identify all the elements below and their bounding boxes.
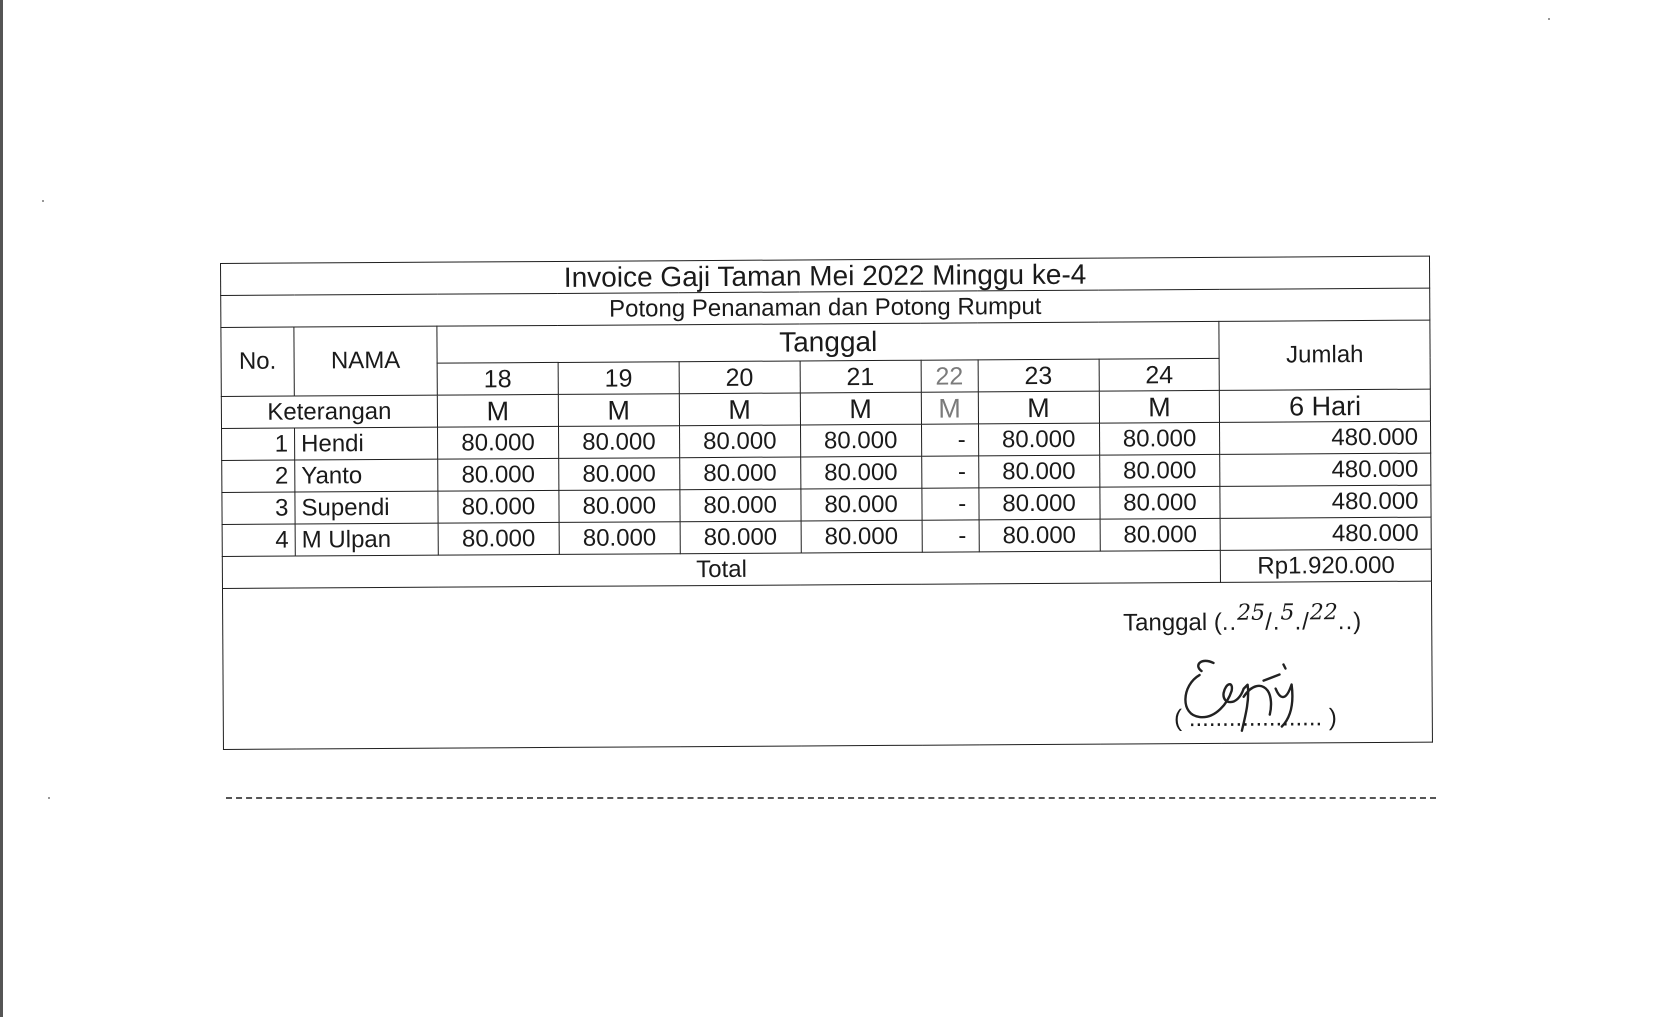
header-no: No. <box>221 327 294 396</box>
row-value: - <box>921 424 978 456</box>
signature-area <box>222 581 1432 749</box>
row-value: 80.000 <box>801 488 922 521</box>
keterangan-cell: M <box>921 392 978 424</box>
total-value: Rp1.920.000 <box>1221 549 1432 582</box>
keterangan-cell: M <box>978 391 1099 424</box>
signature-close: ) <box>1328 704 1337 732</box>
scan-speck <box>48 797 50 799</box>
row-value: 80.000 <box>979 519 1100 552</box>
row-value: - <box>922 520 979 552</box>
signature-name-line: ( .................... ) <box>1174 704 1337 733</box>
row-value: 80.000 <box>1099 422 1220 455</box>
row-nama: M Ulpan <box>295 523 438 556</box>
date-cell: 22 <box>921 360 978 392</box>
row-nama: Yanto <box>295 459 438 492</box>
date-cell: 24 <box>1099 358 1220 391</box>
date-cell: 19 <box>558 362 679 395</box>
row-jumlah: 480.000 <box>1220 453 1431 486</box>
date-close: ) <box>1353 608 1362 636</box>
date-label: Tanggal ( <box>1123 608 1222 637</box>
row-value: 80.000 <box>438 490 559 523</box>
row-value: 80.000 <box>680 521 801 554</box>
row-value: 80.000 <box>438 458 559 491</box>
invoice-subtitle: Potong Penanaman dan Potong Rumput <box>221 288 1430 327</box>
row-value: 80.000 <box>800 456 921 489</box>
row-value: 80.000 <box>1099 454 1220 487</box>
row-value: 80.000 <box>680 489 801 522</box>
keterangan-cell: M <box>800 392 921 425</box>
jumlah-hari: 6 Hari <box>1220 389 1431 422</box>
row-value: 80.000 <box>679 425 800 458</box>
row-value: 80.000 <box>978 423 1099 456</box>
row-nama: Supendi <box>295 491 438 524</box>
invoice-title: Invoice Gaji Taman Mei 2022 Minggu ke-4 <box>221 256 1430 295</box>
row-value: - <box>921 488 978 520</box>
keterangan-cell: M <box>1099 390 1220 423</box>
keterangan-cell: M <box>558 394 679 427</box>
row-value: 80.000 <box>438 426 559 459</box>
row-value: 80.000 <box>801 520 922 553</box>
date-cell: 23 <box>978 359 1099 392</box>
row-value: - <box>921 456 978 488</box>
header-nama: NAMA <box>294 326 437 396</box>
cut-line <box>226 797 1436 799</box>
scan-edge <box>0 0 3 1017</box>
date-day: 25 <box>1237 600 1266 626</box>
row-value: 80.000 <box>979 487 1100 520</box>
row-value: 80.000 <box>559 522 680 555</box>
header-tanggal: Tanggal <box>437 321 1220 363</box>
header-jumlah: Jumlah <box>1219 320 1430 390</box>
row-value: 80.000 <box>559 490 680 523</box>
total-label: Total <box>222 550 1221 588</box>
row-value: 80.000 <box>1099 486 1220 519</box>
signature-open: ( <box>1174 705 1183 733</box>
row-value: 80.000 <box>438 522 559 555</box>
invoice-table <box>220 256 1433 750</box>
keterangan-cell: M <box>679 393 800 426</box>
keterangan-cell: M <box>437 394 558 427</box>
date-month: 5 <box>1280 600 1295 626</box>
row-value: 80.000 <box>800 424 921 457</box>
row-value: 80.000 <box>559 458 680 491</box>
row-value: 80.000 <box>679 457 800 490</box>
header-row-1 <box>221 320 1430 364</box>
signature-date: Tanggal (..25/.5./22..) <box>1123 600 1362 637</box>
row-value: 80.000 <box>558 426 679 459</box>
row-value: 80.000 <box>1100 518 1221 551</box>
row-no: 3 <box>222 492 295 524</box>
footer-row <box>222 581 1432 749</box>
scan-speck <box>1548 18 1550 20</box>
row-no: 4 <box>222 524 295 556</box>
date-cell: 18 <box>437 362 558 395</box>
row-nama: Hendi <box>295 427 438 460</box>
row-jumlah: 480.000 <box>1221 517 1432 550</box>
row-jumlah: 480.000 <box>1220 485 1431 518</box>
date-year: 22 <box>1309 600 1338 626</box>
scan-speck <box>42 200 44 202</box>
keterangan-label: Keterangan <box>221 395 437 428</box>
date-cell: 20 <box>679 361 800 394</box>
row-no: 2 <box>222 460 295 492</box>
row-jumlah: 480.000 <box>1220 421 1431 454</box>
row-no: 1 <box>222 428 295 460</box>
date-cell: 21 <box>800 360 921 393</box>
row-value: 80.000 <box>978 455 1099 488</box>
